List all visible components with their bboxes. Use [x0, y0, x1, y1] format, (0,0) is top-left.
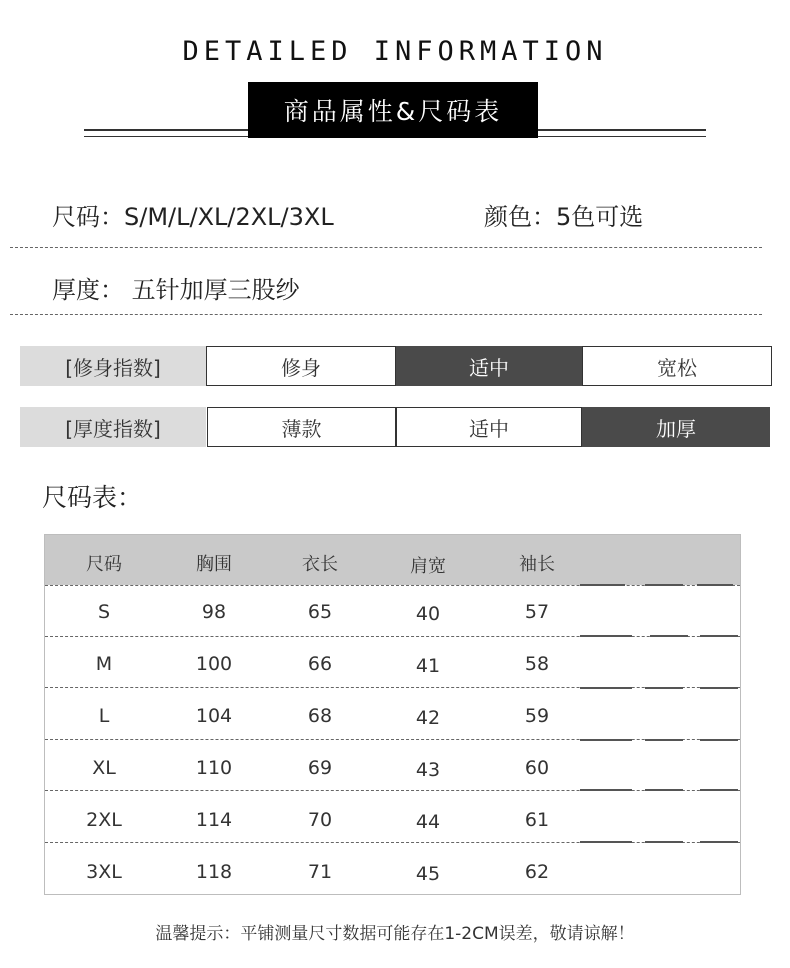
cell-size: 2XL: [86, 809, 122, 831]
row-divider: [45, 842, 740, 843]
cell-size: M: [95, 653, 113, 675]
cell-sleeve: 58: [524, 653, 550, 675]
color-attribute: 颜色：5色可选: [484, 203, 644, 231]
decorative-dash: [645, 584, 683, 586]
thickness-option-thin: 薄款: [207, 407, 396, 447]
decorative-dash: [645, 687, 683, 689]
decorative-dash: [650, 635, 688, 637]
cell-shoulder: 42: [415, 707, 441, 729]
size-table: [44, 534, 741, 895]
cell-shoulder: 40: [415, 603, 441, 625]
cell-chest: 114: [195, 809, 233, 831]
fit-index-label: [修身指数]: [20, 346, 206, 386]
thickness-option-medium: 适中: [396, 407, 582, 447]
decorative-dash: [580, 789, 632, 791]
size-attribute: 尺码：S/M/L/XL/2XL/3XL: [52, 203, 334, 231]
cell-chest: 110: [195, 757, 233, 779]
thickness-index-label: [厚度指数]: [20, 407, 206, 447]
decorative-dash: [580, 635, 632, 637]
cell-shoulder: 44: [415, 811, 441, 833]
decorative-dash: [700, 739, 738, 741]
decorative-dash: [700, 841, 738, 843]
cell-size: L: [98, 705, 110, 727]
cell-chest: 98: [201, 601, 227, 623]
cell-size: XL: [92, 757, 116, 779]
header-chest: 胸围: [196, 554, 232, 575]
header-size: 尺码: [86, 554, 122, 575]
thickness-option-thick: 加厚: [582, 407, 770, 447]
decorative-dash: [697, 584, 733, 586]
decorative-dash: [580, 584, 625, 586]
row-divider: [45, 585, 740, 586]
cell-shoulder: 43: [415, 759, 441, 781]
row-divider: [45, 790, 740, 791]
divider: [10, 314, 762, 315]
decorative-dash: [580, 687, 632, 689]
cell-sleeve: 60: [524, 757, 550, 779]
header-title-en: DETAILED INFORMATION: [182, 36, 608, 67]
cell-sleeve: 57: [524, 601, 550, 623]
header-sleeve: 袖长: [519, 554, 555, 575]
cell-length: 70: [307, 809, 333, 831]
decorative-dash: [645, 739, 683, 741]
row-divider: [45, 636, 740, 637]
cell-shoulder: 45: [415, 863, 441, 885]
measurement-note: 温馨提示：平铺测量尺寸数据可能存在1-2CM误差，敬请谅解！: [155, 924, 635, 944]
header-rule-left: [84, 129, 248, 137]
decorative-dash: [700, 789, 738, 791]
cell-length: 66: [307, 653, 333, 675]
cell-sleeve: 59: [524, 705, 550, 727]
decorative-dash: [645, 841, 683, 843]
row-divider: [45, 687, 740, 688]
decorative-dash: [700, 687, 738, 689]
thickness-attribute: 厚度： 五针加厚三股纱: [52, 276, 300, 304]
header-length: 衣长: [302, 554, 338, 575]
fit-option-slim: 修身: [206, 346, 396, 386]
divider: [10, 247, 762, 248]
cell-length: 71: [307, 861, 333, 883]
cell-size: S: [97, 601, 111, 623]
cell-shoulder: 41: [415, 655, 441, 677]
decorative-dash: [700, 635, 738, 637]
header-title-cn: 商品属性&尺码表: [248, 82, 538, 138]
cell-size: 3XL: [86, 861, 122, 883]
cell-chest: 104: [195, 705, 233, 727]
cell-sleeve: 62: [524, 861, 550, 883]
cell-length: 68: [307, 705, 333, 727]
decorative-dash: [645, 789, 683, 791]
fit-option-loose: 宽松: [582, 346, 772, 386]
fit-option-regular: 适中: [396, 346, 582, 386]
decorative-dash: [580, 739, 632, 741]
cell-chest: 118: [195, 861, 233, 883]
row-divider: [45, 739, 740, 740]
decorative-dash: [580, 841, 632, 843]
size-table-title: 尺码表：: [42, 483, 143, 512]
header-rule-right: [538, 129, 706, 137]
cell-sleeve: 61: [524, 809, 550, 831]
cell-length: 65: [307, 601, 333, 623]
cell-length: 69: [307, 757, 333, 779]
cell-chest: 100: [195, 653, 233, 675]
header-shoulder: 肩宽: [410, 556, 446, 577]
